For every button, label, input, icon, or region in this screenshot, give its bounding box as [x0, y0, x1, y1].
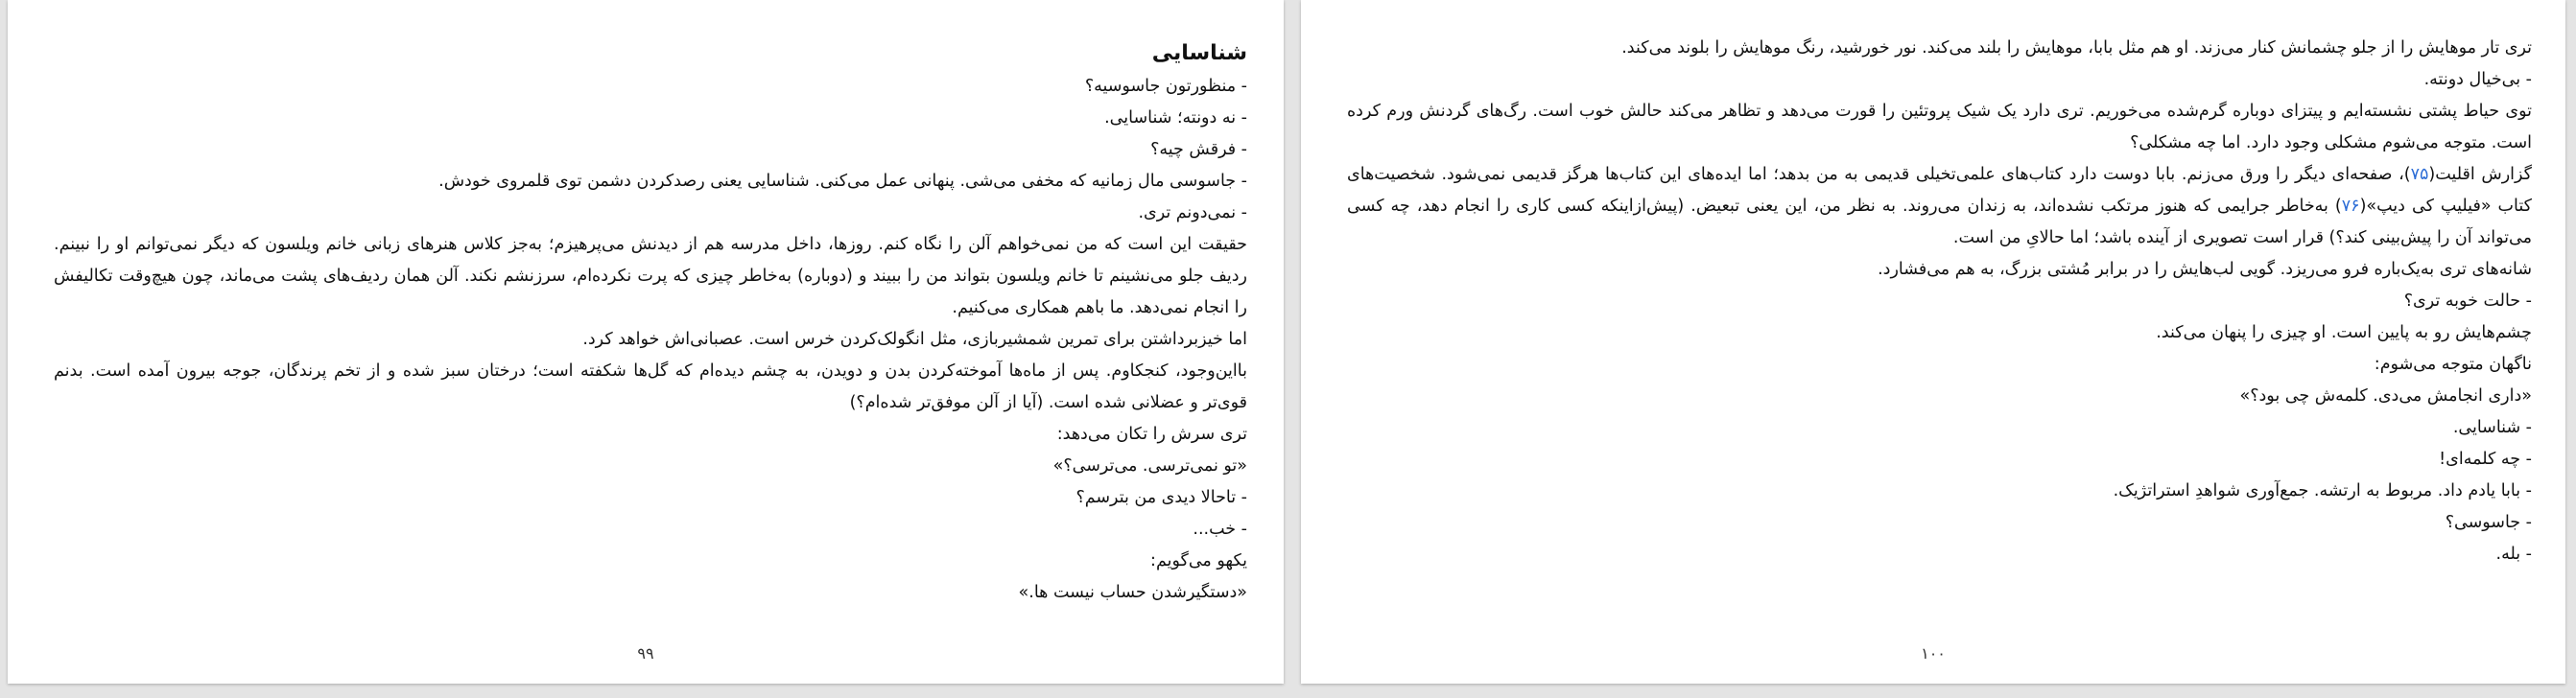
text-line: - جاسوسی مال زمانیه که مخفی می‌شی. پنهانی عمل می‌کنی. شناسایی یعنی رصدکردن دشمن توی قلمروی خودش. [438, 172, 1247, 191]
text-line: یکهو می‌گویم: [1150, 551, 1247, 570]
text-line: چشم‌هایش رو به پایین است. او چیزی را پنهان می‌کند. [2156, 323, 2532, 342]
footnote-reference[interactable]: ۷۶ [2341, 197, 2360, 216]
page-number: ۹۹ [637, 644, 654, 663]
text-line: - شناسایی. [2452, 418, 2532, 437]
text-line: اما خیزبرداشتن برای تمرین شمشیربازی، مثل انگولک‌کردن خرس است. عصبانی‌اش خواهد کرد. [582, 330, 1247, 349]
right-page [1301, 0, 2565, 684]
text-line: - نمی‌دونم تری. [1138, 203, 1247, 222]
left-page [8, 0, 1284, 684]
section-heading: شناسایی [1151, 41, 1247, 65]
text-line: «دستگیرشدن حساب نیست ها.» [1018, 583, 1247, 602]
text-line: شانه‌های تری به‌یک‌باره فرو می‌ریزد. گویی لب‌هایش را در برابر مُشتی بزرگ، به هم می‌فشارد. [1878, 260, 2532, 279]
text-line: «تو نمی‌ترسی. می‌ترسی؟» [1052, 456, 1247, 476]
page-number: ۱۰۰ [1921, 644, 1946, 663]
text-line: - خب... [1193, 520, 1247, 539]
paragraph-text: گزارش اقلیت( [2428, 165, 2532, 184]
text-line: - بله. [2495, 545, 2532, 564]
paragraph [1347, 159, 2532, 254]
text-line: - حالت خوبه تری؟ [2403, 291, 2532, 311]
text-line: - تاحالا دیدی من بترسم؟ [1075, 488, 1247, 507]
left-page-text [54, 36, 1247, 609]
text-line: ناگهان متوجه می‌شوم: [2374, 355, 2532, 374]
paragraph: حقیقت این است که من نمی‌خواهم آلن را نگاه کنم. روزها، داخل مدرسه هم از دیدنش می‌پرهیزم؛ به‌جز کلاس هنرهای زبانی خانم ویلسون که دیگر نمی‌توانم او را نبینم. ردیف جلو می‌نشینم تا خانم ویلسون بتواند من را ببیند و (دوباره) به‌خاطر چیزی که پرت نکرده‌ام، سرزنشم نکند. آلن همان ردیف‌های پشت می‌ماند، چون هیچ‌وقت تکالیفش را انجام نمی‌دهد. ما باهم همکاری می‌کنیم. [54, 235, 1247, 317]
right-page-text [1347, 33, 2532, 570]
text-line: - جاسوسی؟ [2445, 513, 2532, 532]
text-line: تری سرش را تکان می‌دهد: [1056, 425, 1247, 444]
paragraph-text: ) به‌خاطر جرایمی که هنوز مرتکب نشده‌اند، به زندان می‌روند. به نظر من، این یعنی تبعیض. (پیش‌ازاینکه کسی کاری را انجام دهد، چه کسی می‌تواند آن را پیش‌بینی کند؟) قرار است تصویری از آینده باشد؛ اما حالایِ من است. [1347, 197, 2532, 247]
paragraph: تری تار موهایش را از جلو چشمانش کنار می‌زند. او هم مثل بابا، موهایش را بلند می‌کند. نور خورشید، رنگ موهایش را بلوند می‌کند. [1621, 38, 2532, 58]
paragraph-text: )، صفحه‌ای دیگر را ورق می‌زنم. بابا دوست دارد کتاب‌های علمی‌تخیلی قدیمی به من بدهد؛ اما ایده‌های این کتاب‌ها هرگز قدیمی نمی‌شود. شخصیت‌های کتاب «فیلیپ کی دیپ»( [1347, 165, 2532, 216]
text-line: «داری انجامش می‌دی. کلمه‌ش چی بود؟» [2239, 386, 2532, 406]
text-line: - چه کلمه‌ای! [2439, 450, 2532, 469]
text-line: - بی‌خیال دونته. [2423, 70, 2532, 89]
text-line: - منظورتون جاسوسیه؟ [1084, 77, 1247, 96]
paragraph: توی حیاط پشتی نشسته‌ایم و پیتزای دوباره گرم‌شده می‌خوریم. تری دارد یک شیک پروتئین را قورت می‌دهد و تظاهر می‌کند حالش خوب است. رگ‌های گردنش ورم کرده است. متوجه می‌شوم مشکلی وجود دارد. اما چه مشکلی؟ [1347, 102, 2532, 152]
text-line: - بابا یادم داد. مربوط به ارتشه. جمع‌آوری شواهدِ استراتژیک. [2113, 481, 2532, 500]
paragraph: بااین‌وجود، کنجکاوم. پس از ماه‌ها آموخته‌کردن بدن و دویدن، به چشم دیده‌ام که گل‌ها شکفته است؛ درختان سبز شده و از تخم پرندگان، جوجه بیرون آمده است. بدنم قوی‌تر و عضلانی شده است. (آیا از آلن موفق‌تر شده‌ام؟) [54, 361, 1247, 412]
footnote-reference[interactable]: ۷۵ [2410, 165, 2429, 184]
text-line: - فرقش چیه؟ [1150, 140, 1247, 159]
text-line: - نه دونته؛ شناسایی. [1104, 108, 1247, 128]
